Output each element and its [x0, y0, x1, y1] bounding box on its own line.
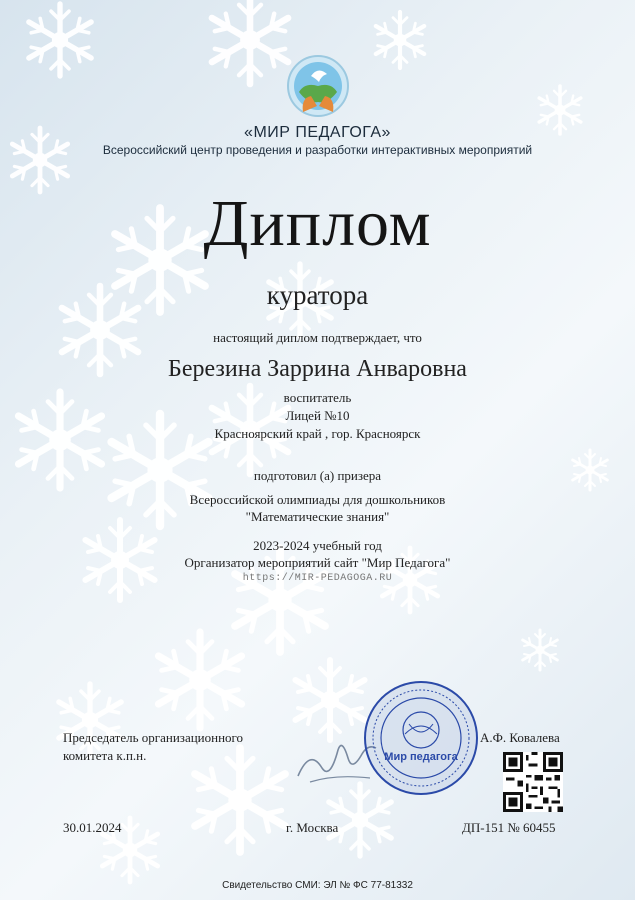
issue-city: г. Москва: [286, 820, 339, 835]
mir-pedagoga-logo: [283, 52, 353, 120]
academic-year: 2023-2024 учебный год: [253, 538, 382, 553]
media-registration: Свидетельство СМИ: ЭЛ № ФС 77-81332: [222, 880, 413, 891]
event-name: Всероссийской олимпиады для дошкольников: [189, 492, 446, 507]
diploma-title: Диплом: [203, 187, 432, 260]
event-topic: "Математические знания": [245, 509, 390, 524]
signer-name: А.Ф. Ковалева: [480, 730, 560, 745]
organization-subtitle: Всероссийский центр проведения и разработки интерактивных мероприятий: [102, 143, 533, 157]
svg-text:Мир педагога: Мир педагога: [384, 751, 458, 763]
chairman-title-line2: комитета к.п.н.: [63, 748, 147, 763]
organizer-text: Организатор мероприятий сайт "Мир Педагога": [184, 555, 451, 570]
chairman-title-line1: Председатель организационного: [63, 730, 244, 745]
recipient-name: Березина Заррина Анваровна: [168, 356, 467, 382]
site-url: https://MIR-PEDAGOGA.RU: [242, 573, 393, 584]
organization-stamp: [361, 678, 481, 798]
recipient-position: воспитатель: [283, 390, 352, 405]
prepared-text: подготовил (а) призера: [253, 468, 382, 483]
confirms-text: настоящий диплом подтверждает, что: [213, 330, 422, 345]
issue-date: 30.01.2024: [63, 820, 122, 835]
recipient-location: Красноярский край , гор. Красноярск: [214, 426, 421, 441]
diploma-subtitle: куратора: [266, 280, 369, 310]
qr-code: [503, 752, 563, 812]
organization-name: «МИР ПЕДАГОГА»: [244, 124, 391, 141]
diploma-number: ДП-151 № 60455: [462, 820, 556, 835]
recipient-institution: Лицей №10: [285, 408, 350, 423]
